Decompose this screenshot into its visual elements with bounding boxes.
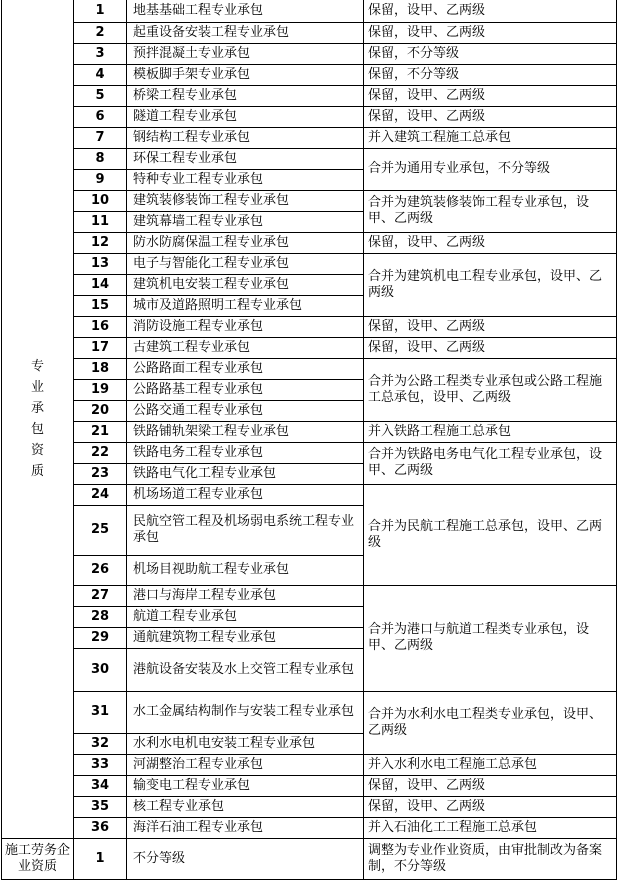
adjustment-note: 并入建筑工程施工总承包 [364,127,617,148]
qualification-name: 消防设施工程专业承包 [127,316,364,337]
table-row [2,0,617,22]
adjustment-note: 保留，不分等级 [364,43,617,64]
table-row [2,838,617,879]
table-row [2,421,617,442]
category-cell [2,838,74,879]
row-number: 29 [74,627,127,648]
qualification-table [1,0,617,880]
qualification-name: 起重设备安装工程专业承包 [127,22,364,43]
row-number: 3 [74,43,127,64]
qualification-name: 建筑机电安装工程专业承包 [127,274,364,295]
adjustment-note: 保留，设甲、乙两级 [364,85,617,106]
adjustment-note: 调整为专业作业资质，由审批制改为备案制，不分等级 [364,838,617,879]
adjustment-note: 保留，设甲、乙两级 [364,106,617,127]
row-number: 2 [74,22,127,43]
adjustment-note: 合并为公路工程类专业承包或公路工程施工总承包，设甲、乙两级 [364,358,617,421]
row-number: 4 [74,64,127,85]
row-number: 28 [74,606,127,627]
row-number: 7 [74,127,127,148]
row-number: 15 [74,295,127,316]
table-row [2,85,617,106]
row-number: 27 [74,585,127,606]
table-row [2,127,617,148]
row-number: 20 [74,400,127,421]
adjustment-note: 合并为通用专业承包，不分等级 [364,148,617,190]
row-number: 19 [74,379,127,400]
qualification-name: 输变电工程专业承包 [127,775,364,796]
qualification-name: 机场目视助航工程专业承包 [127,555,364,585]
qualification-name: 预拌混凝土专业承包 [127,43,364,64]
row-number: 6 [74,106,127,127]
row-number: 32 [74,733,127,754]
table-row [2,691,617,733]
table-row [2,775,617,796]
row-number: 21 [74,421,127,442]
qualification-name: 核工程专业承包 [127,796,364,817]
table-row [2,442,617,463]
table-row [2,106,617,127]
qualification-name: 防水防腐保温工程专业承包 [127,232,364,253]
adjustment-note: 合并为水利水电工程类专业承包，设甲、乙两级 [364,691,617,754]
row-number: 36 [74,817,127,838]
qualification-name: 特种专业工程专业承包 [127,169,364,190]
table-row [2,484,617,505]
row-number: 5 [74,85,127,106]
adjustment-note: 保留，设甲、乙两级 [364,775,617,796]
qualification-name: 古建筑工程专业承包 [127,337,364,358]
qualification-name: 建筑幕墙工程专业承包 [127,211,364,232]
qualification-name: 隧道工程专业承包 [127,106,364,127]
qualification-name: 电子与智能化工程专业承包 [127,253,364,274]
adjustment-note: 合并为建筑装修装饰工程专业承包，设甲、乙两级 [364,190,617,232]
row-number: 8 [74,148,127,169]
table-row [2,796,617,817]
qualification-name: 河湖整治工程专业承包 [127,754,364,775]
table-row [2,817,617,838]
row-number: 1 [74,0,127,22]
qualification-name: 海洋石油工程专业承包 [127,817,364,838]
row-number: 26 [74,555,127,585]
qualification-name: 航道工程专业承包 [127,606,364,627]
qualification-name: 钢结构工程专业承包 [127,127,364,148]
qualification-name: 公路路基工程专业承包 [127,379,364,400]
row-number: 24 [74,484,127,505]
table-row [2,43,617,64]
row-number: 33 [74,754,127,775]
qualification-name: 桥梁工程专业承包 [127,85,364,106]
qualification-name: 铁路电务工程专业承包 [127,442,364,463]
row-number: 23 [74,463,127,484]
table-row [2,22,617,43]
row-number: 9 [74,169,127,190]
row-number: 10 [74,190,127,211]
table-row [2,316,617,337]
table-row [2,232,617,253]
row-number: 34 [74,775,127,796]
adjustment-note: 保留，设甲、乙两级 [364,22,617,43]
table-row [2,190,617,211]
table-row [2,148,617,169]
row-number: 18 [74,358,127,379]
table-row [2,754,617,775]
adjustment-note: 合并为建筑机电工程专业承包，设甲、乙两级 [364,253,617,316]
qualification-name: 港口与海岸工程专业承包 [127,585,364,606]
qualification-name: 模板脚手架专业承包 [127,64,364,85]
qualification-name: 公路路面工程专业承包 [127,358,364,379]
qualification-name: 环保工程专业承包 [127,148,364,169]
row-number: 22 [74,442,127,463]
table-row [2,337,617,358]
row-number: 16 [74,316,127,337]
adjustment-note: 保留，设甲、乙两级 [364,337,617,358]
qualification-name: 铁路电气化工程专业承包 [127,463,364,484]
adjustment-note: 保留，设甲、乙两级 [364,796,617,817]
qualification-name: 港航设备安装及水上交管工程专业承包 [127,648,364,691]
qualification-name: 公路交通工程专业承包 [127,400,364,421]
qualification-name: 民航空管工程及机场弱电系统工程专业承包 [127,505,364,555]
table-row [2,358,617,379]
table-row [2,585,617,606]
row-number: 31 [74,691,127,733]
qualification-name: 水工金属结构制作与安装工程专业承包 [127,691,364,733]
row-number: 17 [74,337,127,358]
adjustment-note: 保留，设甲、乙两级 [364,316,617,337]
table-row [2,64,617,85]
adjustment-note: 并入石油化工工程施工总承包 [364,817,617,838]
row-number: 1 [74,838,127,879]
qualification-name: 地基基础工程专业承包 [127,0,364,22]
adjustment-note: 并入铁路工程施工总承包 [364,421,617,442]
adjustment-note: 保留，设甲、乙两级 [364,0,617,22]
row-number: 30 [74,648,127,691]
qualification-name: 城市及道路照明工程专业承包 [127,295,364,316]
table-row [2,253,617,274]
adjustment-note: 并入水利水电工程施工总承包 [364,754,617,775]
row-number: 35 [74,796,127,817]
category-label: 施工劳务企业资质 [4,842,70,874]
adjustment-note: 合并为港口与航道工程类专业承包，设甲、乙两级 [364,585,617,691]
row-number: 11 [74,211,127,232]
qualification-name: 铁路铺轨架梁工程专业承包 [127,421,364,442]
category-label: 专业承包资质 [30,358,44,479]
adjustment-note: 合并为铁路电务电气化工程专业承包，设甲、乙两级 [364,442,617,484]
qualification-name: 建筑装修装饰工程专业承包 [127,190,364,211]
row-number: 14 [74,274,127,295]
row-number: 12 [74,232,127,253]
category-cell [2,0,74,838]
qualification-name: 水利水电机电安装工程专业承包 [127,733,364,754]
adjustment-note: 合并为民航工程施工总承包，设甲、乙两级 [364,484,617,585]
adjustment-note: 保留，设甲、乙两级 [364,232,617,253]
row-number: 25 [74,505,127,555]
qualification-name: 通航建筑物工程专业承包 [127,627,364,648]
qualification-name: 机场场道工程专业承包 [127,484,364,505]
row-number: 13 [74,253,127,274]
qualification-name: 不分等级 [127,838,364,879]
adjustment-note: 保留，不分等级 [364,64,617,85]
